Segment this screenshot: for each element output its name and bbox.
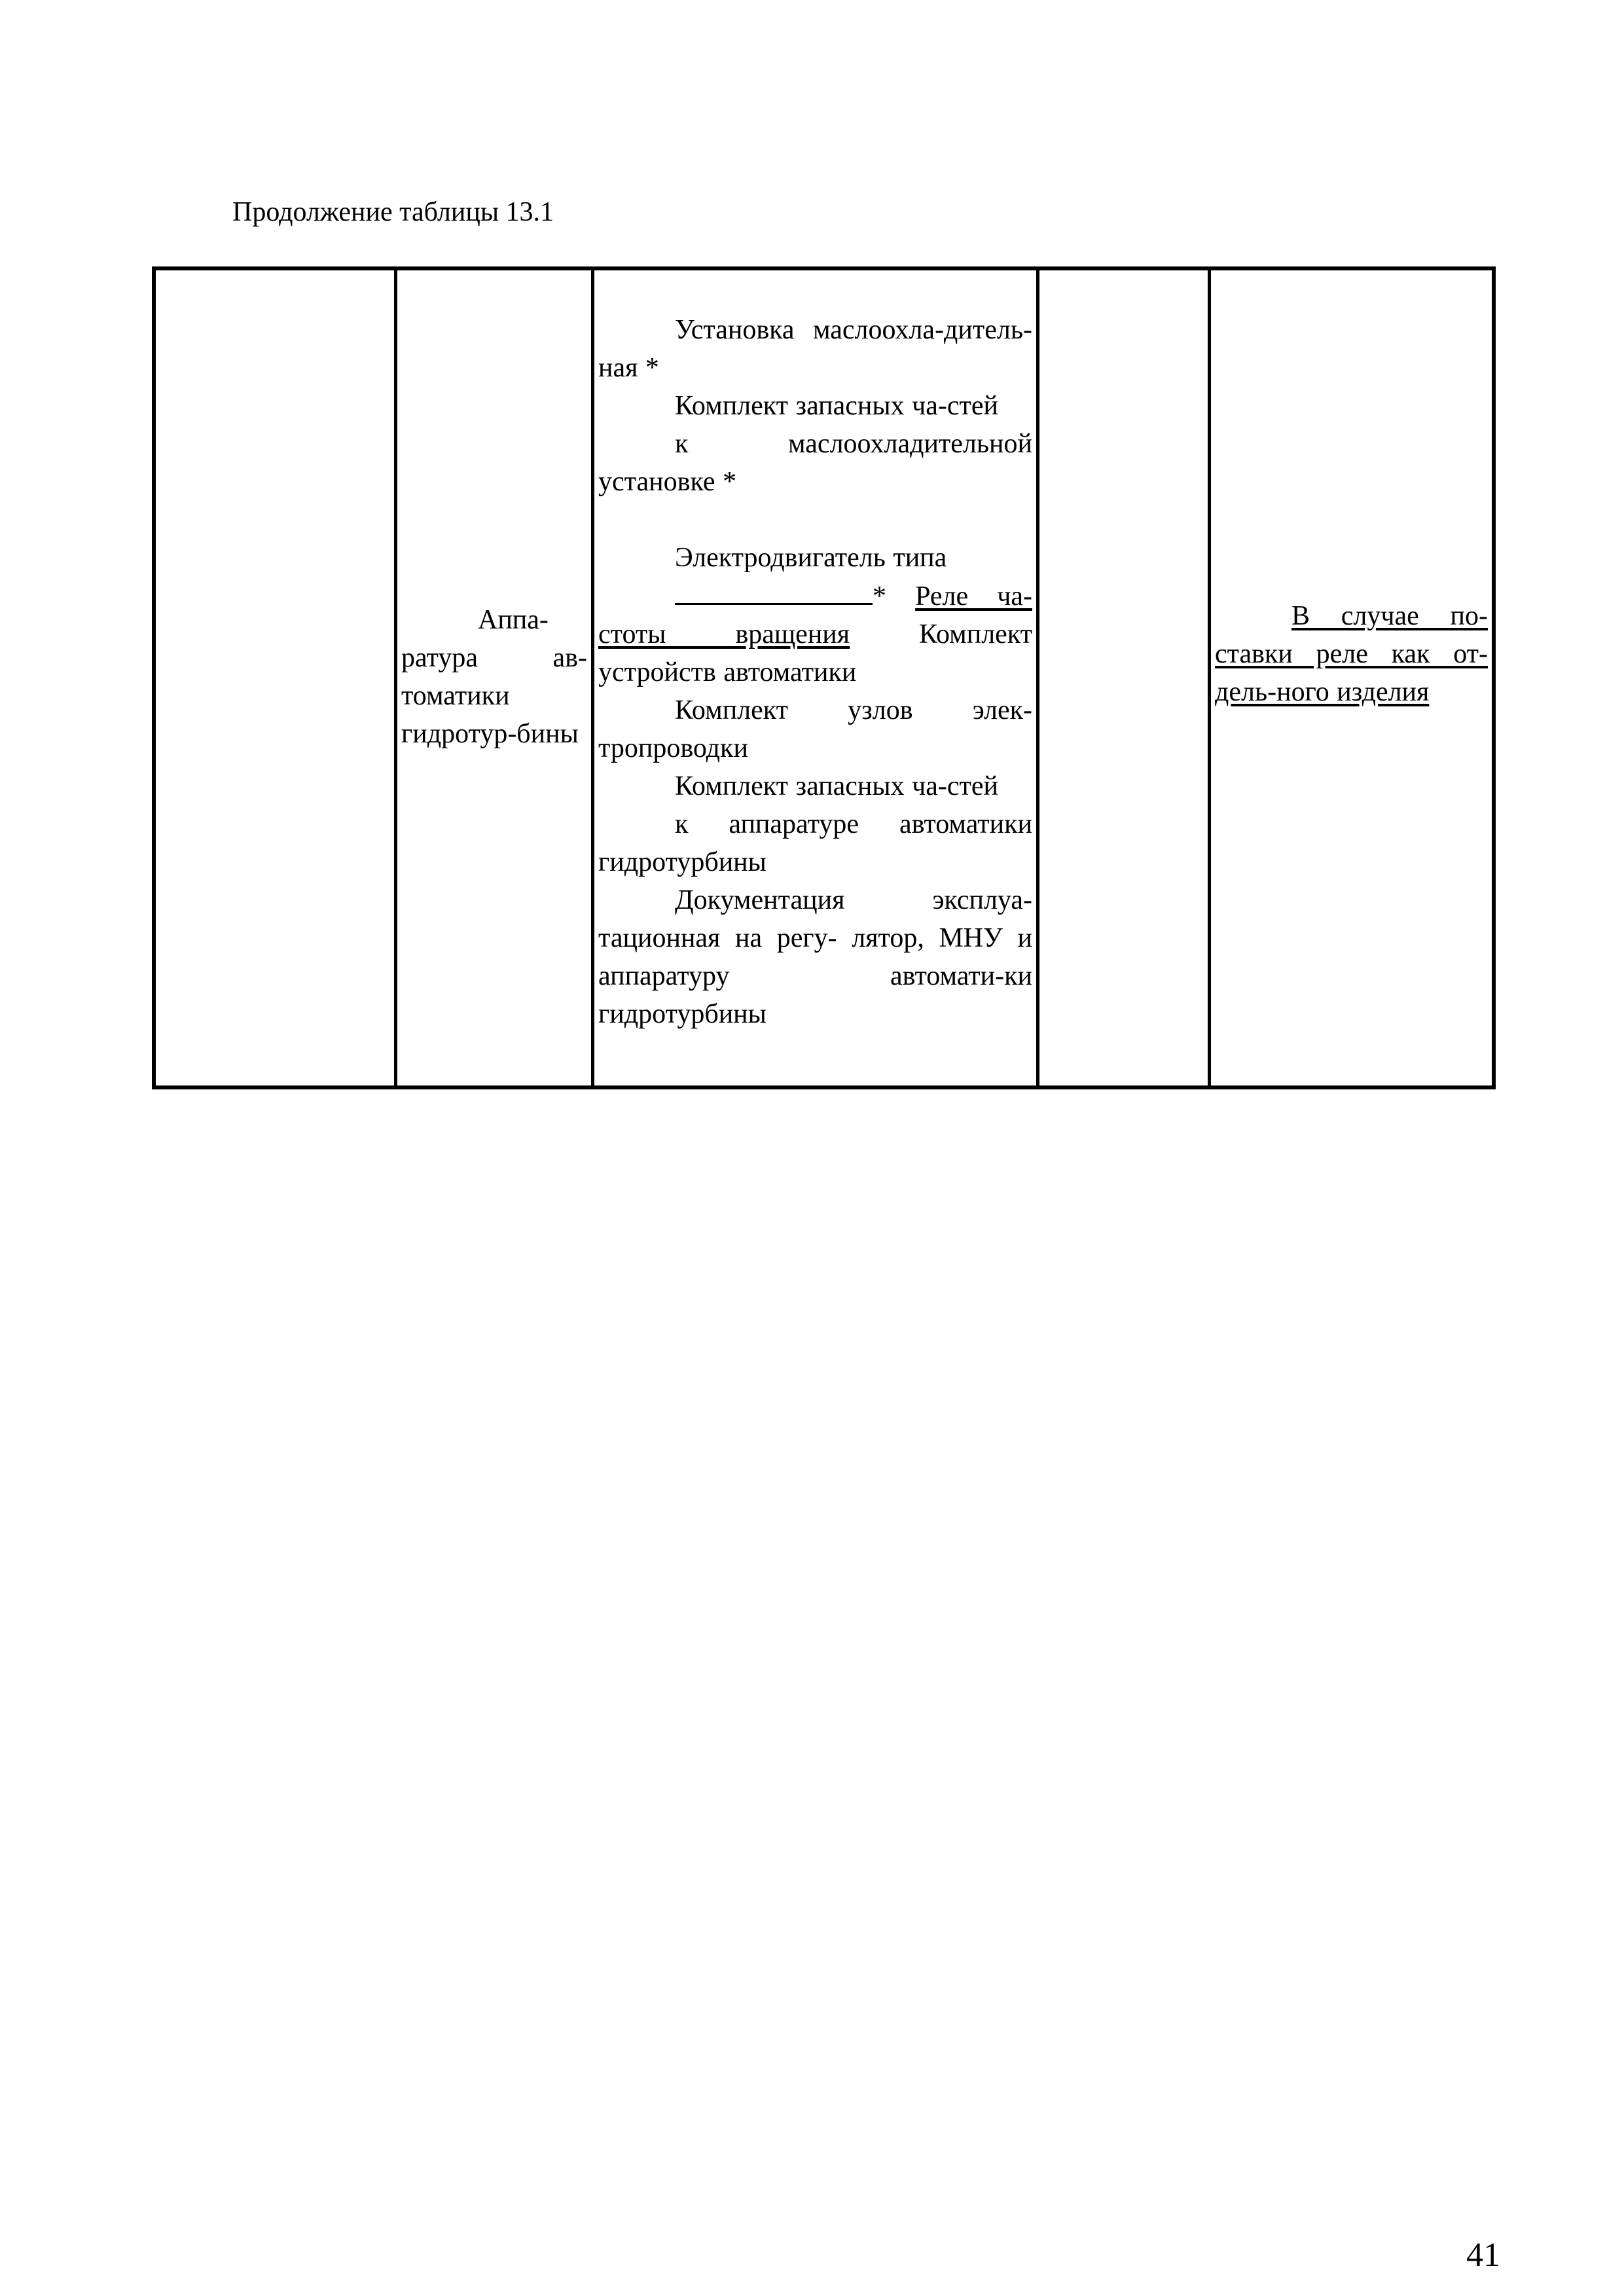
components-list [598,311,1032,1033]
component-spare-parts-1: Комплект запасных ча-стей [675,391,998,421]
component-spare-parts-2: Комплект запасных ча-стей [675,771,998,801]
table-cell-col1 [156,270,394,1085]
component-motor: Электродвигатель типа [675,543,947,573]
component-automation-spares: к аппаратуре автоматики гидротурбины [598,809,1032,877]
component-wiring: Комплект узлов элек-тропроводки [598,695,1032,763]
component-oil-cooler-spares: к маслоохладительной установке * [598,429,1032,497]
table-cell-col4 [1036,270,1208,1085]
component-documentation: Документация эксплуа-тационная на регу- лятор, МНУ и аппаратуру автомати-ки гидротурбины [598,885,1032,1029]
component-relay-paragraph [598,577,1032,691]
equipment-table [152,266,1496,1089]
relay-underlined-text: Реле ча-стоты вращения [598,581,1032,649]
table-cell-equipment-name [394,270,591,1085]
component-oil-cooler: Установка маслоохла-дитель- ная * [598,315,1032,383]
equipment-name-text: Аппа-ратура ав-томатики гидротур-бины [401,604,587,749]
blank-line [675,577,873,605]
table-cell-note [1208,270,1492,1085]
table-caption: Продолжение таблицы 13.1 [232,197,554,227]
automation-devices-text: Комплект устройств автоматики [598,619,1032,687]
note-text: В случае по-ставки реле как от-дель-ного изделия [1215,600,1488,707]
blank-star: * [873,581,886,611]
page-number: 41 [1466,2236,1500,2274]
table-cell-components [591,270,1036,1085]
